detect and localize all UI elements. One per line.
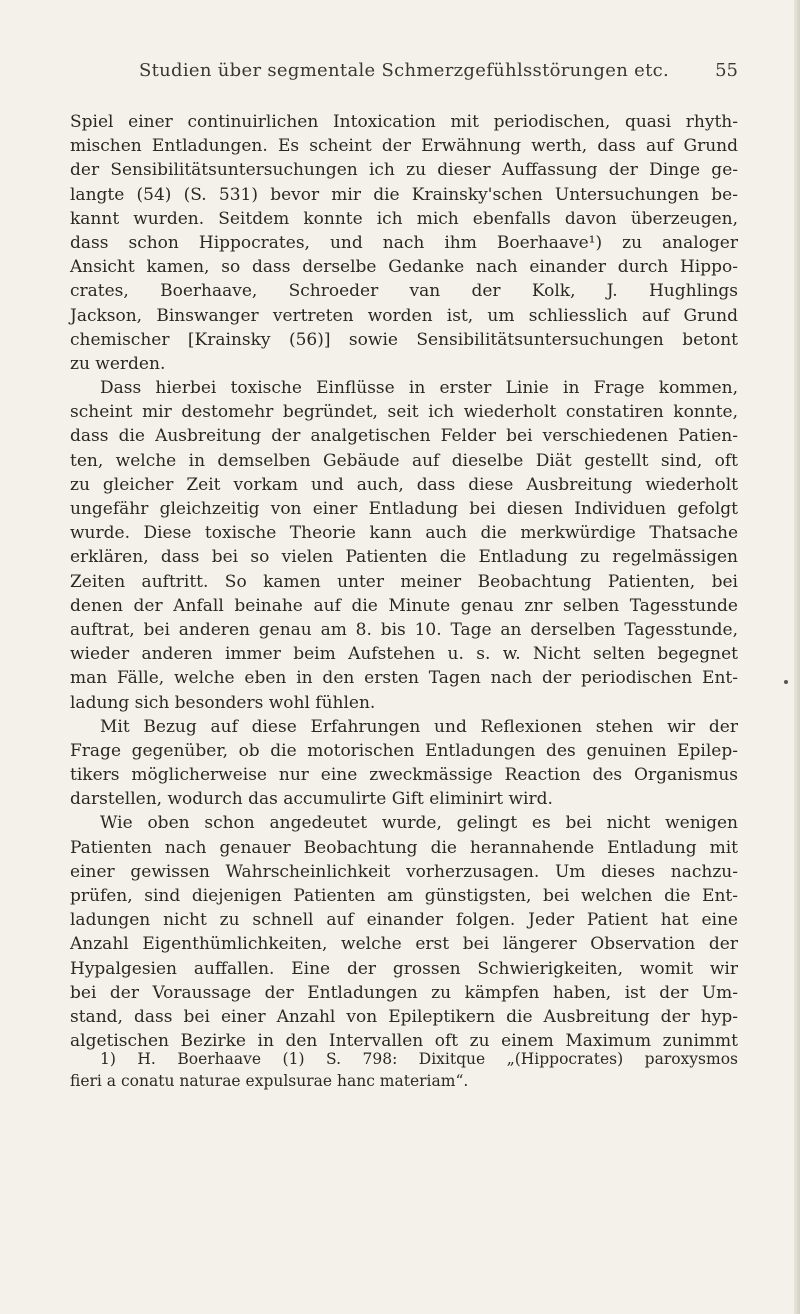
text-line: Jackson, Binswanger vertreten worden ist, um schliesslich auf Grund	[70, 305, 738, 326]
text-line: denen der Anfall beinahe auf die Minute genau znr selben Tagesstunde	[70, 595, 738, 616]
text-line: erklären, dass bei so vielen Patienten die Entladung zu regelmässigen	[70, 547, 738, 568]
text-line: darstellen, wodurch das accumulirte Gift eliminirt wird.	[70, 789, 553, 810]
footnote	[70, 1048, 738, 1092]
text-line: stand, dass bei einer Anzahl von Epileptikern die Ausbreitung der hyp-	[70, 1006, 738, 1027]
text-line: ungefähr gleichzeitig von einer Entladung bei diesen Individuen gefolgt	[70, 499, 738, 519]
text-line: Frage gegenüber, ob die motorischen Entladungen des genuinen Epilep-	[70, 740, 738, 761]
page-header	[70, 60, 738, 90]
text-line: Anzahl Eigenthümlichkeiten, welche erst bei längerer Observation der	[70, 934, 738, 955]
text-line: Zeiten auftritt. So kamen unter meiner Beobachtung Patienten, bei	[70, 571, 738, 592]
text-line: ladungen nicht zu schnell auf einander folgen. Jeder Patient hat eine	[70, 910, 738, 931]
text-line: ladung sich besonders wohl fühlen.	[70, 692, 376, 713]
text-line: Mit Bezug auf diese Erfahrungen und Reflexionen stehen wir der	[100, 716, 738, 737]
text-line: auftrat, bei anderen genau am 8. bis 10. Tage an derselben Tagesstunde,	[70, 619, 738, 640]
text-line: wurde. Diese toxische Theorie kann auch die merkwürdige Thatsache	[70, 523, 738, 544]
text-line: tikers möglicherweise nur eine zweckmässige Reaction des Organismus	[70, 765, 738, 786]
footnote-line: 1) H. Boerhaave (1) S. 798: Dixitque „(Hippocrates) paroxysmos	[100, 1050, 738, 1068]
text-line: zu gleicher Zeit vorkam und auch, dass diese Ausbreitung wiederholt	[70, 474, 738, 495]
text-line: zu werden.	[70, 353, 166, 374]
margin-speck	[784, 680, 788, 684]
text-line: man Fälle, welche eben in den ersten Tagen nach der periodischen Ent-	[70, 668, 738, 689]
text-line: Wie oben schon angedeutet wurde, gelingt es bei nicht wenigen	[100, 813, 738, 834]
body-text	[70, 110, 738, 1053]
text-line: der Sensibilitätsuntersuchungen ich zu dieser Auffassung der Dinge ge-	[70, 160, 738, 181]
text-line: Hypalgesien auffallen. Eine der grossen Schwierigkeiten, womit wir	[70, 958, 738, 979]
text-line: bei der Voraussage der Entladungen zu kämpfen haben, ist der Um-	[70, 982, 738, 1003]
text-line: Patienten nach genauer Beobachtung die herannahende Entladung mit	[70, 837, 738, 858]
page-number: 55	[715, 60, 738, 81]
running-head: Studien über segmentale Schmerzgefühlsstörungen etc.	[138, 60, 670, 81]
text-line: ten, welche in demselben Gebäude auf dieselbe Diät gestellt sind, oft	[70, 450, 738, 471]
text-line: dass schon Hippocrates, und nach ihm Boerhaave¹) zu analoger	[70, 232, 738, 253]
page-edge	[794, 0, 800, 1314]
text-line: dass die Ausbreitung der analgetischen Felder bei verschiedenen Patien-	[70, 426, 738, 447]
text-line: kannt wurden. Seitdem konnte ich mich ebenfalls davon überzeugen,	[70, 208, 738, 229]
text-line: Spiel einer continuirlichen Intoxication mit periodischen, quasi rhyth-	[70, 112, 738, 132]
text-line: wieder anderen immer beim Aufstehen u. s. w. Nicht selten begegnet	[70, 644, 738, 665]
text-line: mischen Entladungen. Es scheint der Erwähnung werth, dass auf Grund	[70, 136, 738, 157]
text-line: algetischen Bezirke in den Intervallen oft zu einem Maximum zunimmt	[70, 1031, 738, 1052]
text-line: Ansicht kamen, so dass derselbe Gedanke nach einander durch Hippo-	[70, 257, 738, 278]
text-line: scheint mir destomehr begründet, seit ich wiederholt constatiren konnte,	[70, 402, 738, 423]
text-line: prüfen, sind diejenigen Patienten am günstigsten, bei welchen die Ent-	[70, 886, 738, 906]
text-line: Dass hierbei toxische Einflüsse in erster Linie in Frage kommen,	[100, 378, 738, 399]
text-line: chemischer [Krainsky (56)] sowie Sensibilitätsuntersuchungen betont	[70, 329, 738, 350]
text-line: langte (54) (S. 531) bevor mir die Krainsky'schen Untersuchungen be-	[70, 184, 738, 205]
text-line: crates, Boerhaave, Schroeder van der Kolk, J. Hughlings	[70, 281, 738, 302]
text-line: einer gewissen Wahrscheinlichkeit vorherzusagen. Um dieses nachzu-	[70, 861, 738, 882]
footnote-line: fieri a conatu naturae expulsurae hanc materiam“.	[70, 1072, 469, 1090]
